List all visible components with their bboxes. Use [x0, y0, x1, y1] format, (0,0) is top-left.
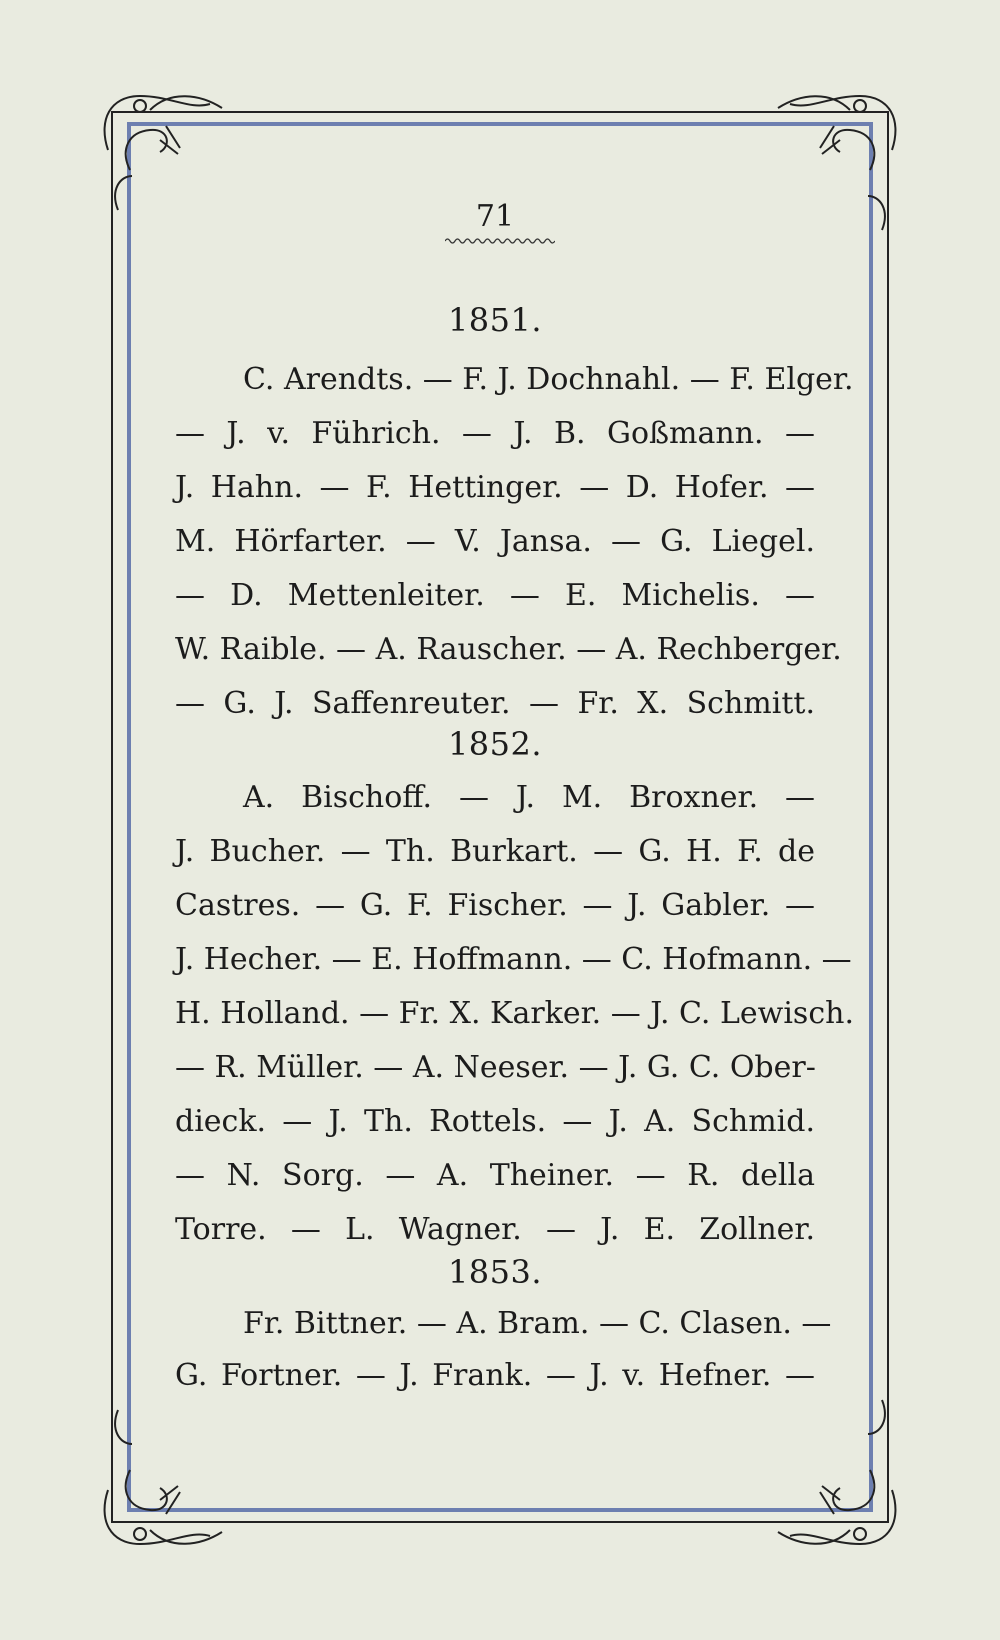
year-heading: 1851. [447, 301, 543, 339]
entry-line: Castres. — G. F. Fischer. — J. Gabler. — [175, 888, 815, 923]
entry-line: J. Bucher. — Th. Burkart. — G. H. F. de [175, 834, 815, 869]
entry-line: J. Hahn. — F. Hettinger. — D. Hofer. — [175, 470, 815, 505]
entry-line: — R. Müller. — A. Neeser. — J. G. C. Ober- [175, 1050, 816, 1085]
entry-line: — N. Sorg. — A. Theiner. — R. della [175, 1158, 815, 1193]
entry-line: H. Holland. — Fr. X. Karker. — J. C. Lewisch. [175, 996, 854, 1031]
entry-line: — D. Mettenleiter. — E. Michelis. — [175, 578, 815, 613]
entry-line: W. Raible. — A. Rauscher. — A. Rechberger. [175, 632, 842, 667]
page-number: 71 [475, 199, 515, 234]
year-heading: 1852. [447, 725, 543, 763]
entry-line: dieck. — J. Th. Rottels. — J. A. Schmid. [175, 1104, 815, 1139]
entry-line: Fr. Bittner. — A. Bram. — C. Clasen. — [243, 1306, 832, 1341]
page-content [175, 190, 854, 1393]
entry-line: — G. J. Saffenreuter. — Fr. X. Schmitt. [175, 686, 815, 721]
entry-line: — J. v. Führich. — J. B. Goßmann. — [175, 416, 815, 451]
entry-line: C. Arendts. — F. J. Dochnahl. — F. Elger. [243, 362, 854, 397]
corner-ornament-bottom-left [105, 1410, 222, 1544]
entry-line: J. Hecher. — E. Hoffmann. — C. Hofmann. — [175, 942, 852, 977]
page-number-wavy-rule [445, 236, 555, 246]
entry-line: M. Hörfarter. — V. Jansa. — G. Liegel. [175, 524, 815, 559]
entry-line: Torre. — L. Wagner. — J. E. Zollner. [175, 1212, 815, 1247]
entry-line: G. Fortner. — J. Frank. — J. v. Hefner. — [175, 1358, 815, 1393]
year-heading: 1853. [447, 1253, 543, 1291]
entry-line: A. Bischoff. — J. M. Broxner. — [243, 780, 815, 815]
